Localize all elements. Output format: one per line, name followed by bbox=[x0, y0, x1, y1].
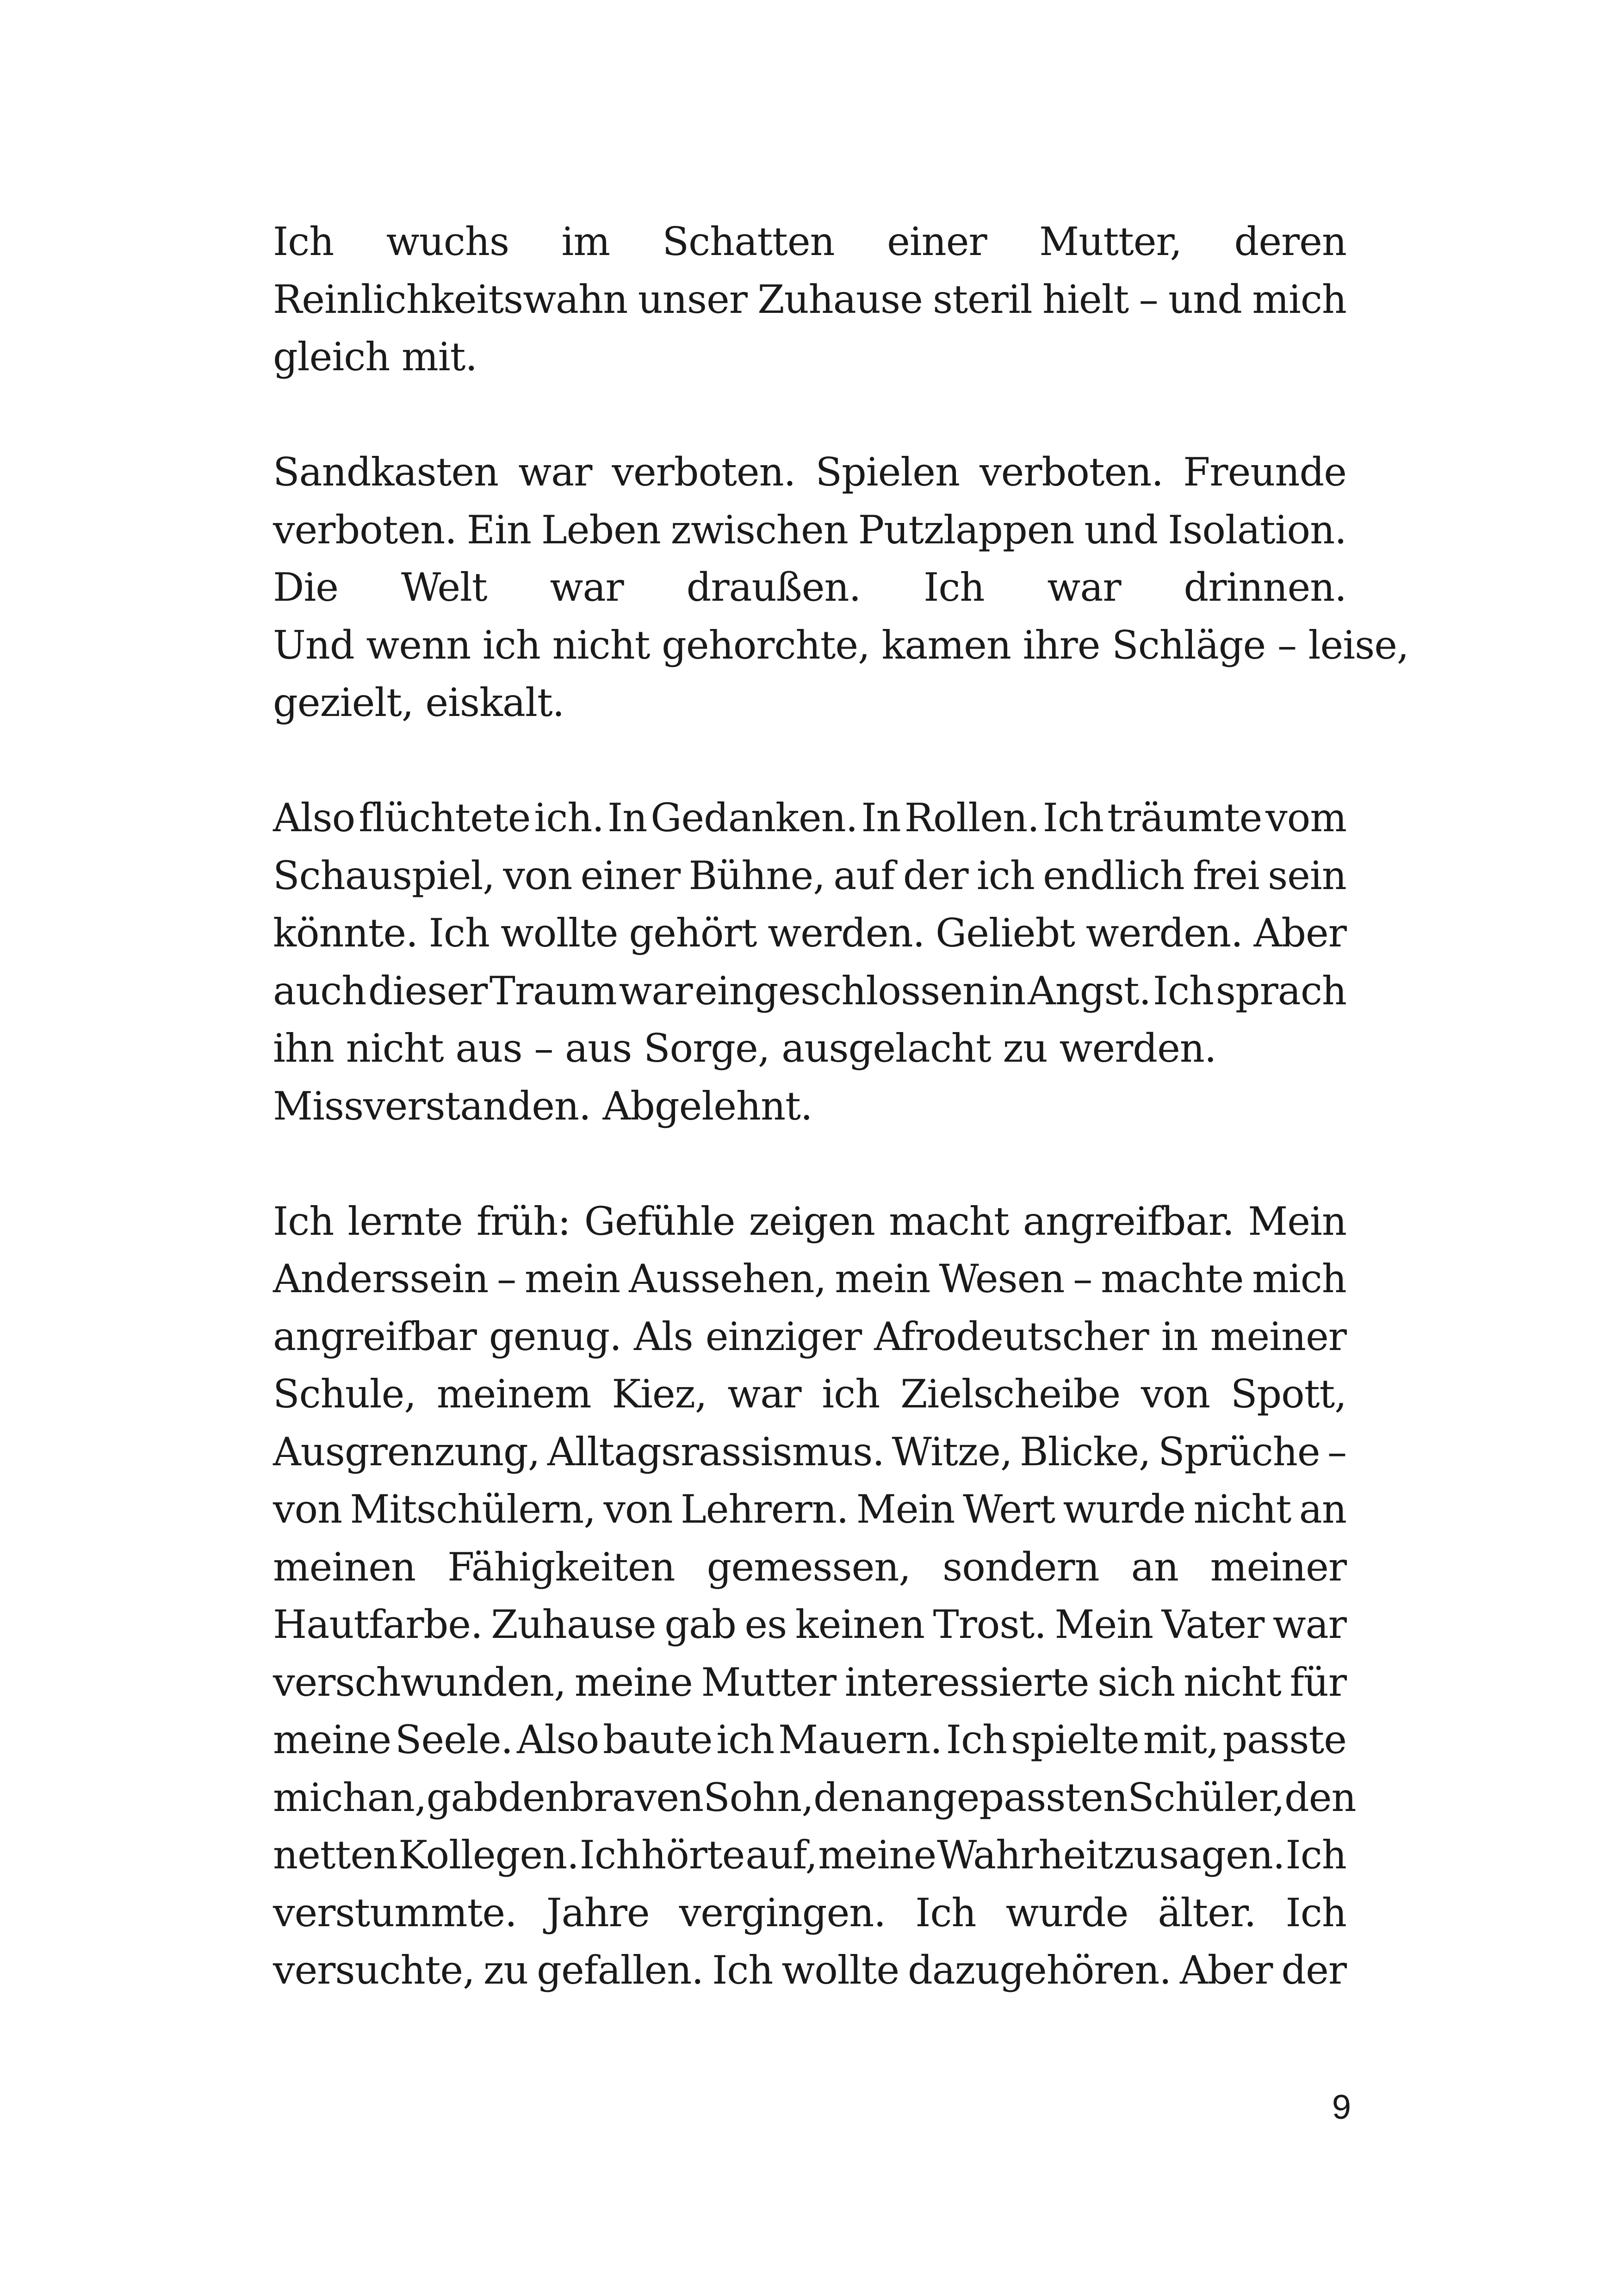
text-line bbox=[273, 1654, 1346, 1711]
word: sein bbox=[1268, 852, 1346, 898]
word: für bbox=[1289, 1659, 1346, 1705]
word: Als bbox=[634, 1313, 693, 1359]
word: hörte bbox=[641, 1832, 745, 1878]
word: sagen. bbox=[1159, 1832, 1285, 1878]
text-line bbox=[273, 1020, 1346, 1077]
word: deren bbox=[1234, 219, 1346, 264]
word: keinen bbox=[795, 1602, 925, 1647]
word: braven bbox=[569, 1774, 704, 1820]
paragraph bbox=[273, 1193, 1356, 1999]
word: Wesen bbox=[939, 1256, 1065, 1301]
word: Mutter, bbox=[1039, 219, 1182, 264]
word: draußen. bbox=[686, 565, 861, 610]
text-line bbox=[273, 1884, 1346, 1942]
word: im bbox=[561, 219, 610, 264]
word: Isolation. bbox=[1168, 507, 1346, 553]
word: gezielt, eiskalt. bbox=[273, 680, 564, 725]
word: war bbox=[550, 565, 624, 610]
word: Ich bbox=[1042, 795, 1104, 840]
word: Aussehen, bbox=[629, 1256, 826, 1301]
word: machte bbox=[1101, 1256, 1244, 1301]
word: dieser bbox=[368, 968, 488, 1014]
text-line bbox=[273, 1941, 1346, 1999]
word: zeigen bbox=[749, 1198, 875, 1244]
word: früh: bbox=[476, 1198, 570, 1244]
word: Vater bbox=[1161, 1602, 1265, 1647]
word: zu bbox=[483, 1948, 528, 1993]
word: Ich bbox=[946, 1717, 1007, 1762]
word: – bbox=[497, 1256, 516, 1301]
text-line bbox=[273, 1077, 1346, 1135]
word: war bbox=[518, 449, 592, 495]
word: war bbox=[1047, 565, 1121, 610]
word: frei bbox=[1192, 852, 1259, 898]
word: Anderssein bbox=[273, 1256, 489, 1301]
word: – bbox=[1073, 1256, 1092, 1301]
word: Lehrern. bbox=[681, 1487, 849, 1532]
text-line bbox=[273, 501, 1346, 559]
word: Schauspiel, bbox=[273, 852, 495, 898]
word: mich bbox=[273, 1774, 367, 1820]
word: Ich bbox=[712, 1948, 773, 1993]
paragraph bbox=[273, 789, 1346, 1135]
word: genug. bbox=[489, 1313, 621, 1359]
word: ich. bbox=[534, 795, 604, 840]
word: Blicke, bbox=[1019, 1429, 1151, 1475]
word: vom bbox=[1265, 795, 1346, 840]
word: Sohn, bbox=[703, 1774, 814, 1820]
word: endlich bbox=[1043, 852, 1184, 898]
word: Sandkasten bbox=[273, 449, 499, 495]
word: spielte bbox=[1010, 1717, 1139, 1762]
word: Kiez, bbox=[612, 1371, 707, 1417]
text-line bbox=[273, 443, 1346, 501]
word: Angst. bbox=[1028, 968, 1151, 1014]
word: Mein bbox=[1248, 1198, 1346, 1244]
word: Ich bbox=[428, 910, 490, 956]
word: war bbox=[727, 1371, 801, 1417]
word: Zuhause bbox=[491, 1602, 656, 1647]
word: auch bbox=[273, 968, 366, 1014]
word: passte bbox=[1222, 1717, 1346, 1762]
text-line bbox=[273, 1308, 1346, 1366]
word: versuchte, bbox=[273, 1948, 475, 1993]
text-line bbox=[273, 1711, 1346, 1769]
word: Putzlappen bbox=[858, 507, 1074, 553]
word: ich bbox=[976, 852, 1035, 898]
word: Und wenn ich nicht gehorchte, kamen ihre Schläge – leise, bbox=[273, 622, 1409, 668]
word: verboten. bbox=[979, 449, 1164, 495]
word: In bbox=[861, 795, 901, 840]
word: mit, bbox=[1143, 1717, 1219, 1762]
text-line bbox=[273, 789, 1346, 847]
word: mich bbox=[1252, 1256, 1346, 1301]
word: war bbox=[1272, 1602, 1346, 1647]
word: ich bbox=[716, 1717, 775, 1762]
word: der bbox=[1281, 1948, 1346, 1993]
word: angreifbar bbox=[273, 1313, 477, 1359]
word: eingeschlossen bbox=[694, 968, 987, 1014]
word: Rollen. bbox=[904, 795, 1039, 840]
text-line bbox=[273, 962, 1346, 1020]
word: wurde bbox=[1005, 1890, 1128, 1935]
text-line bbox=[273, 1365, 1346, 1423]
word: von bbox=[503, 852, 572, 898]
text-line bbox=[273, 1596, 1346, 1654]
word: gab bbox=[664, 1602, 736, 1647]
word: Sprüche bbox=[1158, 1429, 1320, 1475]
word: Spielen bbox=[815, 449, 960, 495]
word: den bbox=[1284, 1774, 1356, 1820]
text-line bbox=[273, 1769, 1356, 1827]
word: flüchtete bbox=[359, 795, 531, 840]
word: und bbox=[1168, 276, 1242, 322]
word: gab bbox=[426, 1774, 498, 1820]
text-line bbox=[273, 1250, 1346, 1308]
word: Ein bbox=[466, 507, 532, 553]
word: meine bbox=[818, 1832, 936, 1878]
word: Spott, bbox=[1230, 1371, 1346, 1417]
word: Kollegen. bbox=[398, 1832, 579, 1878]
word: steril bbox=[933, 276, 1032, 322]
word: einziger bbox=[705, 1313, 862, 1359]
word: Bühne, bbox=[688, 852, 825, 898]
word: Freunde bbox=[1183, 449, 1346, 495]
word: verschwunden, bbox=[273, 1659, 566, 1705]
word: Fähigkeiten bbox=[447, 1544, 675, 1590]
word: von bbox=[603, 1487, 673, 1532]
word: zwischen bbox=[670, 507, 848, 553]
text-line bbox=[273, 271, 1346, 329]
word: Zuhause bbox=[757, 276, 923, 322]
word: Ich bbox=[273, 1198, 334, 1244]
word: Schule, bbox=[273, 1371, 416, 1417]
word: angreifbar. bbox=[1023, 1198, 1234, 1244]
text-line bbox=[273, 904, 1346, 962]
page-number: 9 bbox=[1332, 2088, 1351, 2126]
word: der bbox=[903, 852, 968, 898]
word: nicht bbox=[1184, 1659, 1281, 1705]
word: Die bbox=[273, 565, 338, 610]
text-line bbox=[273, 1423, 1346, 1481]
word: Ich bbox=[915, 1890, 976, 1935]
text-line bbox=[273, 1538, 1346, 1596]
paragraph bbox=[273, 443, 1409, 732]
word: Gefühle bbox=[584, 1198, 735, 1244]
word: und bbox=[1084, 507, 1158, 553]
word: Mein bbox=[856, 1487, 955, 1532]
word: Ausgrenzung, bbox=[273, 1429, 540, 1475]
word: netten bbox=[273, 1832, 398, 1878]
word: Ich bbox=[1285, 1890, 1346, 1935]
word: Trost. bbox=[933, 1602, 1046, 1647]
word: gleich mit. bbox=[273, 334, 477, 380]
word: von bbox=[1141, 1371, 1210, 1417]
word: wollte bbox=[781, 1948, 899, 1993]
word: Wert bbox=[962, 1487, 1055, 1532]
word: den bbox=[813, 1774, 885, 1820]
word: meine bbox=[574, 1659, 693, 1705]
word: zu bbox=[1113, 1832, 1159, 1878]
text-line bbox=[273, 847, 1346, 905]
word: verboten. bbox=[273, 507, 457, 553]
word: an bbox=[1131, 1544, 1178, 1590]
word: träumte bbox=[1107, 795, 1262, 840]
word: Missverstanden. Abgelehnt. bbox=[273, 1083, 812, 1129]
text-line bbox=[273, 1481, 1346, 1538]
word: gefallen. bbox=[537, 1948, 704, 1993]
word: Ich bbox=[273, 219, 334, 264]
word: Reinlichkeitswahn bbox=[273, 276, 628, 322]
word: könnte. bbox=[273, 910, 418, 956]
word: – bbox=[1327, 1429, 1346, 1475]
text-line bbox=[273, 1193, 1346, 1251]
word: mein bbox=[524, 1256, 620, 1301]
word: wuchs bbox=[386, 219, 509, 264]
word: Mein bbox=[1054, 1602, 1153, 1647]
word: Mutter bbox=[701, 1659, 836, 1705]
word: nicht bbox=[1193, 1487, 1291, 1532]
word: von bbox=[273, 1487, 342, 1532]
word: es bbox=[744, 1602, 787, 1647]
word: Schüler, bbox=[1127, 1774, 1284, 1820]
word: Aber bbox=[1253, 910, 1346, 956]
word: meiner bbox=[1210, 1544, 1346, 1590]
word: Seele. bbox=[395, 1717, 513, 1762]
word: werden. bbox=[768, 910, 925, 956]
word: dazugehören. bbox=[908, 1948, 1172, 1993]
word: Ich bbox=[1285, 1832, 1346, 1878]
word: verstummte. bbox=[273, 1890, 517, 1935]
word: gemessen, bbox=[707, 1544, 911, 1590]
word: Welt bbox=[401, 565, 487, 610]
word: mein bbox=[835, 1256, 930, 1301]
word: auf bbox=[833, 852, 895, 898]
text-line bbox=[273, 1826, 1346, 1884]
word: ihn nicht aus – aus Sorge, ausgelacht zu werden. bbox=[273, 1026, 1216, 1071]
word: sich bbox=[1097, 1659, 1175, 1705]
word: Leben bbox=[541, 507, 661, 553]
word: Jahre bbox=[546, 1890, 650, 1935]
word: Zielscheibe bbox=[900, 1371, 1121, 1417]
word: vergingen. bbox=[679, 1890, 886, 1935]
word: Also bbox=[273, 795, 355, 840]
text-line bbox=[273, 616, 1409, 674]
text-line bbox=[273, 328, 1346, 386]
word: gehört bbox=[629, 910, 757, 956]
word: sprach bbox=[1215, 968, 1346, 1014]
word: meine bbox=[273, 1717, 391, 1762]
word: unser bbox=[638, 276, 747, 322]
word: Geliebt bbox=[936, 910, 1075, 956]
word: macht bbox=[889, 1198, 1009, 1244]
word: in bbox=[1161, 1313, 1198, 1359]
word: älter. bbox=[1158, 1890, 1256, 1935]
text-line bbox=[273, 213, 1346, 271]
word: sondern bbox=[942, 1544, 1099, 1590]
word: Mauern. bbox=[778, 1717, 942, 1762]
word: an bbox=[1299, 1487, 1346, 1532]
word: an, bbox=[367, 1774, 427, 1820]
word: Gedanken. bbox=[651, 795, 858, 840]
word: hielt bbox=[1042, 276, 1129, 322]
word: verboten. bbox=[612, 449, 796, 495]
text-line bbox=[273, 674, 1346, 732]
word: Ich bbox=[579, 1832, 641, 1878]
word: Ich bbox=[924, 565, 985, 610]
word: interessierte bbox=[844, 1659, 1089, 1705]
word: wurde bbox=[1063, 1487, 1186, 1532]
word: war bbox=[619, 968, 693, 1014]
word: Mitschülern, bbox=[350, 1487, 596, 1532]
word: Hautfarbe. bbox=[273, 1602, 483, 1647]
word: Schatten bbox=[662, 219, 835, 264]
word: mich bbox=[1252, 276, 1346, 322]
word: Also bbox=[516, 1717, 599, 1762]
word: auf, bbox=[745, 1832, 818, 1878]
word: In bbox=[608, 795, 647, 840]
word: meiner bbox=[1210, 1313, 1346, 1359]
word: wollte bbox=[500, 910, 618, 956]
word: Aber bbox=[1180, 1948, 1273, 1993]
word: den bbox=[498, 1774, 570, 1820]
paragraph bbox=[273, 213, 1346, 386]
text-line bbox=[273, 559, 1346, 616]
word: baute bbox=[603, 1717, 713, 1762]
word: – bbox=[1139, 276, 1158, 322]
word: meinen bbox=[273, 1544, 416, 1590]
body-text bbox=[273, 213, 1409, 2057]
word: Wahrheit bbox=[937, 1832, 1113, 1878]
word: Afrodeutscher bbox=[874, 1313, 1149, 1359]
word: lernte bbox=[347, 1198, 463, 1244]
word: Witze, bbox=[892, 1429, 1012, 1475]
word: Ich bbox=[1153, 968, 1214, 1014]
word: angepassten bbox=[885, 1774, 1128, 1820]
word: einer bbox=[887, 219, 987, 264]
word: einer bbox=[580, 852, 681, 898]
word: in bbox=[989, 968, 1026, 1014]
word: drinnen. bbox=[1184, 565, 1346, 610]
word: meinem bbox=[436, 1371, 591, 1417]
word: Traum bbox=[489, 968, 617, 1014]
word: werden. bbox=[1085, 910, 1243, 956]
word: Alltagsrassismus. bbox=[547, 1429, 885, 1475]
word: ich bbox=[822, 1371, 880, 1417]
